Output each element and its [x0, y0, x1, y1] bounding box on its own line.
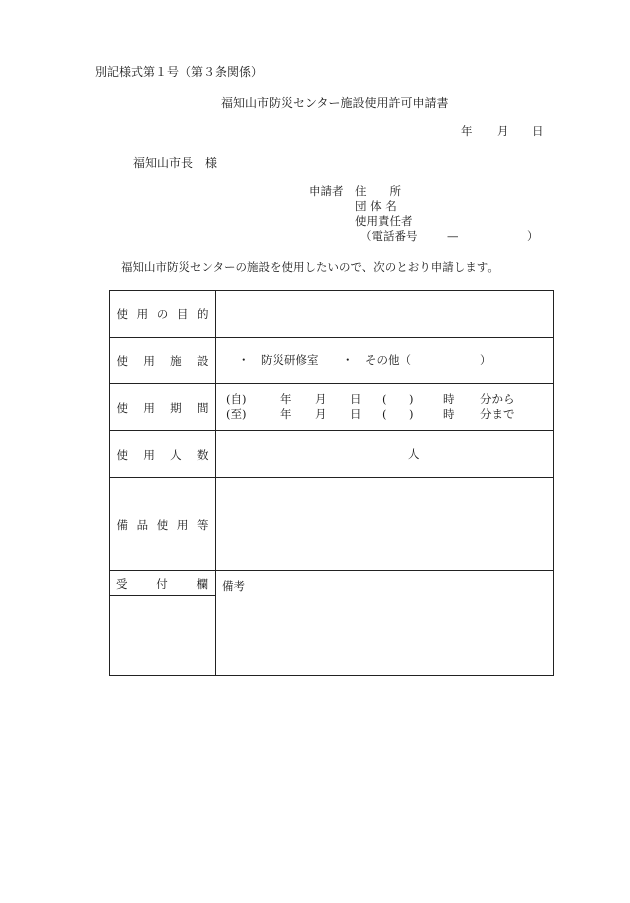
period-to-hour: 時: [443, 407, 455, 421]
facility-option-training-room[interactable]: ・ 防災研修室: [238, 353, 319, 367]
application-statement: 福知山市防災センターの施設を使用したいので、次のとおり申請します。: [121, 260, 499, 274]
date-day-label: 日: [532, 124, 544, 138]
purpose-label-char: 用: [136, 307, 149, 321]
remarks-field[interactable]: [216, 571, 553, 675]
period-label-char: 間: [196, 400, 209, 415]
attendee-count-unit: 人: [408, 447, 420, 461]
attendee-count-label: [110, 431, 216, 478]
equipment-label-char: 品: [136, 517, 149, 532]
applicant-label: 申請者: [309, 184, 344, 198]
equipment-label-char: 等: [197, 517, 209, 532]
period-label: [110, 384, 216, 431]
attendee-count-label-char: 数: [196, 447, 209, 462]
facility-label: [110, 338, 216, 384]
period-from-minute: 分から: [480, 392, 515, 406]
application-table: [109, 290, 554, 676]
period-label-char: 使: [116, 400, 128, 415]
date-year-label: 年: [461, 124, 473, 138]
period-row: [110, 383, 553, 431]
facility-row: [110, 337, 553, 384]
equipment-label: [110, 478, 216, 571]
date-month-label: 月: [497, 124, 509, 138]
facility-option-other[interactable]: ・ その他（: [342, 353, 411, 367]
reception-label: [116, 579, 208, 591]
purpose-label-char: 使: [116, 307, 128, 321]
period-from-paren-close: ): [409, 392, 414, 406]
purpose-label: [110, 291, 216, 337]
period-from-month: 月: [315, 392, 327, 406]
period-from-year: 年: [280, 392, 292, 406]
period-to-month: 月: [315, 407, 327, 421]
attendee-count-label-char: 用: [143, 447, 155, 462]
period-from-hour: 時: [443, 392, 455, 406]
period-to-paren-close: ): [409, 407, 414, 421]
equipment-label-char: 用: [176, 517, 189, 532]
attendee-count-label-char: 人: [170, 447, 182, 462]
purpose-label-char: の: [156, 307, 169, 321]
responsible-person-label: 使用責任者: [355, 214, 413, 228]
facility-field: [216, 338, 553, 384]
organization-label: 団 体 名: [355, 199, 397, 213]
address-label: 住 所: [355, 184, 401, 198]
period-to-tag: (至): [226, 407, 247, 421]
period-from-paren-open: (: [382, 392, 387, 406]
period-from-day: 日: [350, 392, 362, 406]
period-from-tag: (自): [226, 392, 247, 406]
equipment-row: [110, 477, 553, 571]
purpose-field[interactable]: [216, 291, 553, 337]
attendee-count-label-char: 使: [116, 447, 128, 462]
reception-label-char: 受: [116, 577, 128, 591]
purpose-label-char: 目: [176, 307, 189, 321]
form-title: 福知山市防災センター施設使用許可申請書: [221, 96, 449, 110]
equipment-label-char: 使: [156, 517, 169, 532]
purpose-row: [110, 291, 553, 337]
form-number: 別記様式第１号（第３条関係）: [95, 65, 264, 79]
reception-label-char: 付: [156, 577, 168, 591]
addressee: 福知山市長 様: [133, 156, 218, 170]
reception-row: [110, 570, 553, 675]
equipment-label-char: 備: [116, 517, 128, 532]
period-field[interactable]: [216, 384, 553, 431]
attendee-count-row: [110, 430, 553, 478]
period-to-day: 日: [350, 407, 362, 421]
period-label-char: 用: [143, 400, 155, 415]
purpose-label-char: 的: [197, 307, 209, 321]
facility-label-char: 用: [143, 354, 155, 368]
facility-label-char: 使: [116, 354, 128, 368]
facility-label-char: 施: [170, 354, 182, 368]
remarks-label: 備考: [222, 579, 245, 593]
facility-option-other-close: ）: [480, 353, 492, 367]
period-to-paren-open: (: [382, 407, 387, 421]
phone-close-paren: ）: [527, 229, 539, 243]
reception-label-char: 欄: [196, 577, 208, 591]
period-label-char: 期: [170, 400, 182, 415]
reception-divider: [110, 595, 215, 596]
period-to-year: 年: [280, 407, 292, 421]
facility-label-char: 設: [196, 354, 209, 368]
phone-dash: —: [447, 229, 459, 243]
phone-label: （電話番号: [360, 229, 418, 243]
equipment-field[interactable]: [216, 478, 553, 571]
period-to-minute: 分まで: [480, 407, 515, 421]
attendee-count-field[interactable]: [216, 431, 553, 478]
